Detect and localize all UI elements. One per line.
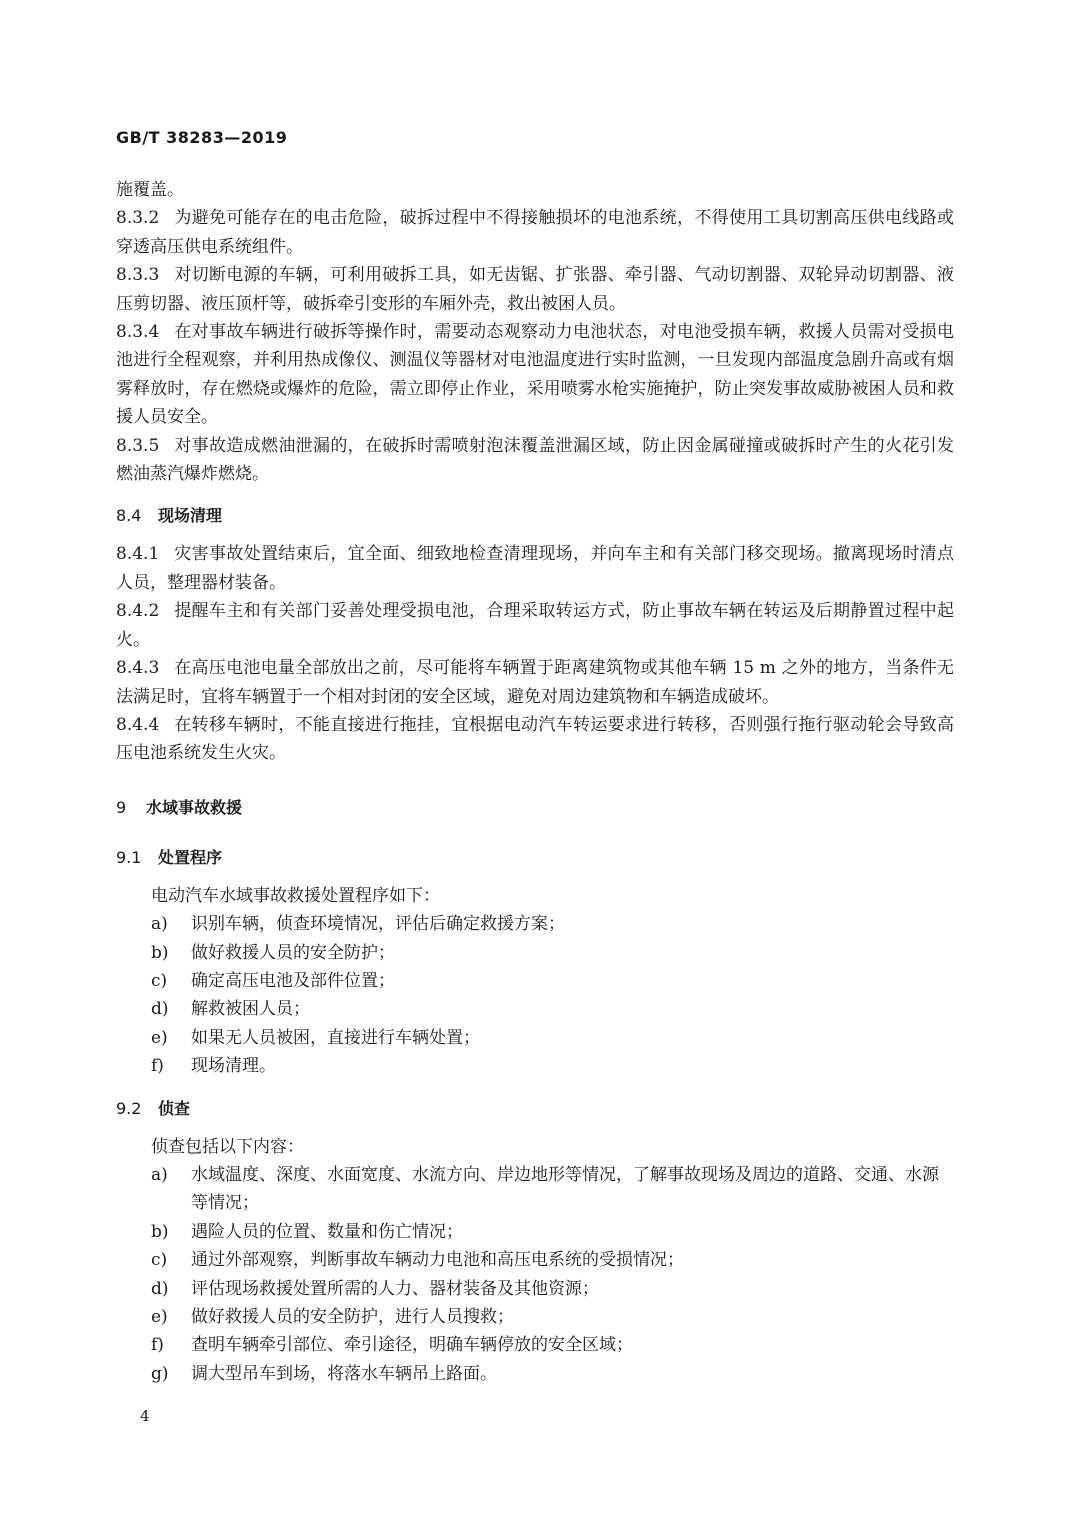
page-number: 4 — [140, 1407, 150, 1425]
clause-text: 在对事故车辆进行破拆等操作时，需要动态观察动力电池状态，对电池受损车辆，救援人员需对受损电池进行全程观察，并利用热成像仪、测温仪等器材对电池温度进行实时监测，一旦发现内部温度急剧升高或有烟雾释放时，存在燃烧或爆炸的危险，需立即停止作业，采用喷雾水枪实施掩护，防止突发事故威胁被困人员和救援人员安全。 — [116, 322, 954, 428]
list-item — [116, 1275, 954, 1303]
list-item — [116, 1052, 954, 1080]
list-text: 如果无人员被困，直接进行车辆处置； — [191, 1027, 480, 1048]
clause-number: 8.4.2 — [116, 601, 160, 622]
clause-8-3-2 — [116, 204, 954, 261]
clause-number: 8.3.3 — [116, 265, 160, 286]
list-text: 水域温度、深度、水面宽度、水流方向、岸边地形等情况，了解事故现场及周边的道路、交通、水源等情况； — [191, 1164, 939, 1214]
clause-number: 8.3.5 — [116, 435, 160, 456]
section-heading-8-4 — [116, 502, 954, 530]
list-item — [116, 995, 954, 1023]
list-marker: f) — [151, 1335, 164, 1356]
clause-8-3-3 — [116, 261, 954, 318]
clause-text: 在转移车辆时，不能直接进行拖挂，宜根据电动汽车转运要求进行转移，否则强行拖行驱动轮会导致高压电池系统发生火灾。 — [116, 714, 954, 764]
clause-text: 对事故造成燃油泄漏的，在破拆时需喷射泡沫覆盖泄漏区域，防止因金属碰撞或破拆时产生的火花引发燃油蒸汽爆炸燃烧。 — [116, 435, 954, 485]
section-number: 9.2 — [116, 1098, 142, 1118]
section-heading-9-1 — [116, 844, 954, 872]
list-item — [116, 1246, 954, 1274]
clause-8-4-4 — [116, 711, 954, 768]
chapter-title: 水域事故救援 — [146, 797, 243, 817]
section-number: 9.1 — [116, 847, 142, 867]
clause-8-4-2 — [116, 597, 954, 654]
list-text: 查明车辆牵引部位、牵引途径，明确车辆停放的安全区域； — [191, 1335, 633, 1356]
list-marker: e) — [151, 1027, 168, 1048]
list-text: 解救被困人员； — [191, 999, 310, 1020]
list-item — [116, 1024, 954, 1052]
list-text: 通过外部观察，判断事故车辆动力电池和高压电系统的受损情况； — [191, 1250, 684, 1271]
standard-code-header: GB/T 38283—2019 — [116, 128, 288, 147]
section-title: 处置程序 — [158, 847, 223, 867]
section-title: 现场清理 — [158, 506, 223, 526]
clause-8-4-1 — [116, 540, 954, 597]
list-text: 遇险人员的位置、数量和伤亡情况； — [191, 1221, 463, 1242]
list-marker: d) — [151, 999, 169, 1020]
list-text: 做好救援人员的安全防护； — [191, 942, 395, 963]
clause-number: 8.4.4 — [116, 714, 160, 735]
clause-number: 8.4.3 — [116, 658, 160, 679]
clause-text: 在高压电池电量全部放出之前，尽可能将车辆置于距离建筑物或其他车辆 15 m 之外的地方，当条件无法满足时，宜将车辆置于一个相对封闭的安全区域，避免对周边建筑物和车辆造成破坏。 — [116, 658, 954, 707]
list-intro: 电动汽车水域事故救援处置程序如下： — [151, 885, 440, 906]
section-number: 8.4 — [116, 506, 142, 526]
clause-8-4-3 — [116, 654, 954, 711]
list-text: 调大型吊车到场，将落水车辆吊上路面。 — [191, 1363, 497, 1384]
clause-number: 8.4.1 — [116, 544, 160, 565]
list-item — [116, 1303, 954, 1331]
clause-number: 8.3.2 — [116, 208, 160, 229]
list-marker: d) — [151, 1278, 169, 1299]
clause-text: 为避免可能存在的电击危险，破拆过程中不得接触损坏的电池系统，不得使用工具切割高压供电线路或穿透高压供电系统组件。 — [116, 208, 954, 257]
chapter-heading-9 — [116, 794, 954, 822]
list-text: 现场清理。 — [191, 1056, 276, 1077]
section-heading-9-2 — [116, 1095, 954, 1123]
list-marker: b) — [151, 942, 169, 963]
list-text: 评估现场救援处置所需的人力、器材装备及其他资源； — [191, 1278, 599, 1299]
list-marker: b) — [151, 1221, 169, 1242]
clause-text: 灾害事故处置结束后，宜全面、细致地检查清理现场，并向车主和有关部门移交现场。撤离现场时清点人员，整理器材装备。 — [116, 544, 954, 593]
list-intro: 侦查包括以下内容： — [151, 1136, 304, 1157]
list-item — [116, 1360, 954, 1388]
clause-number: 8.3.4 — [116, 322, 160, 343]
list-text: 做好救援人员的安全防护，进行人员搜救； — [191, 1307, 514, 1327]
document-body — [116, 176, 954, 1388]
list-marker: f) — [151, 1056, 164, 1077]
list-item — [116, 910, 954, 938]
list-marker: a) — [151, 1164, 168, 1185]
list-marker: c) — [151, 1250, 168, 1271]
list-item — [116, 939, 954, 967]
list-marker: e) — [151, 1307, 168, 1327]
list-item — [116, 1161, 954, 1218]
clause-8-3-5 — [116, 432, 954, 489]
list-text: 识别车辆，侦查环境情况，评估后确定救援方案； — [191, 914, 565, 935]
chapter-number: 9 — [116, 797, 127, 817]
clause-text: 对切断电源的车辆，可利用破拆工具，如无齿锯、扩张器、牵引器、气动切割器、双轮异动切割器、液压剪切器、液压顶杆等，破拆牵引变形的车厢外壳，救出被困人员。 — [116, 265, 954, 314]
list-item — [116, 1218, 954, 1246]
list-item — [116, 1331, 954, 1359]
list-item — [116, 967, 954, 995]
clause-8-3-4 — [116, 318, 954, 432]
section-title: 侦查 — [158, 1098, 191, 1118]
continuation-text: 施覆盖。 — [116, 180, 184, 200]
list-marker: a) — [151, 914, 168, 935]
list-marker: c) — [151, 970, 168, 991]
clause-text: 提醒车主和有关部门妥善处理受损电池，合理采取转运方式，防止事故车辆在转运及后期静置过程中起火。 — [116, 601, 954, 650]
list-text: 确定高压电池及部件位置； — [191, 970, 395, 991]
list-marker: g) — [151, 1363, 169, 1384]
